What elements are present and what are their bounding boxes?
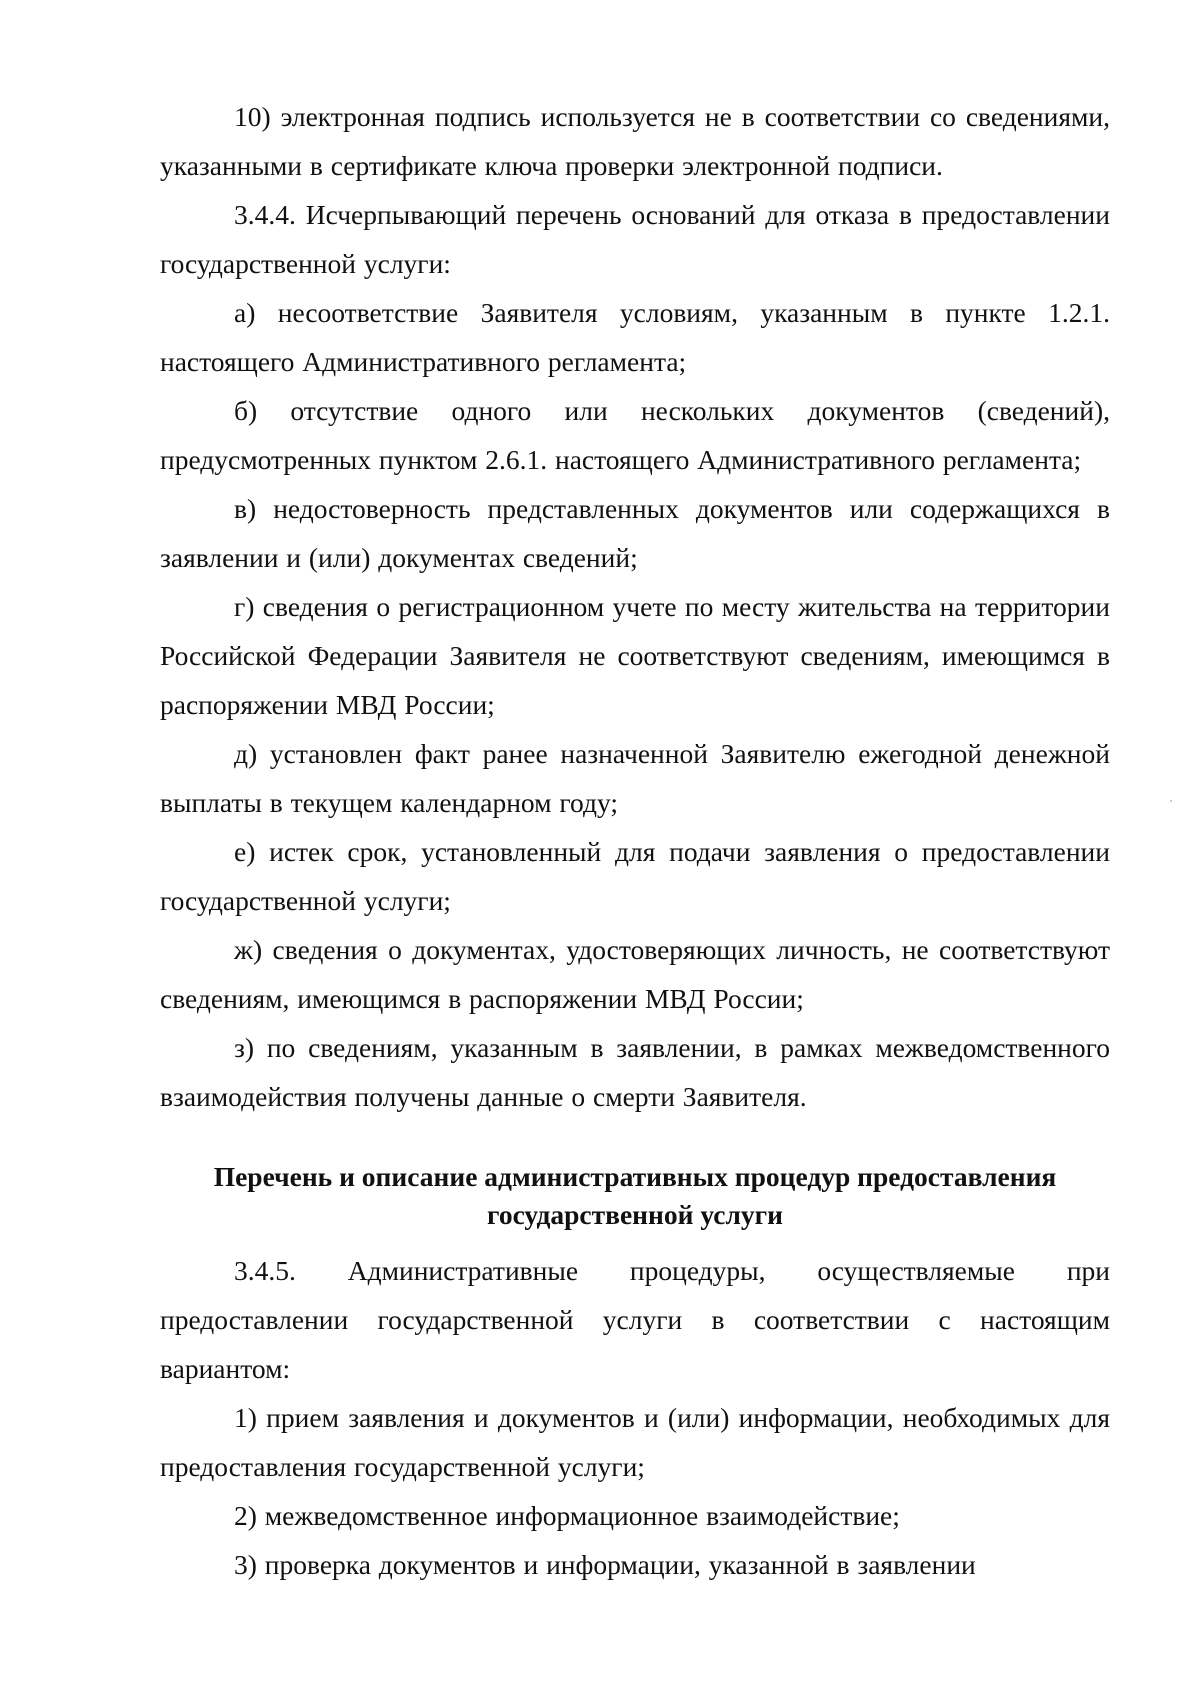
paragraph-item-z: з) по сведениям, указанным в заявлении, в рамках межведомственного взаимодействия получены данные о смерти Заявителя. — [160, 1032, 1110, 1112]
document-page — [160, 92, 1110, 1589]
paragraph-item-a: а) несоответствие Заявителя условиям, указанным в пункте 1.2.1. настоящего Административного регламента; — [160, 297, 1110, 377]
section-heading — [160, 1158, 1110, 1234]
paragraph-item-zh: ж) сведения о документах, удостоверяющих личность, не соответствуют сведениям, имеющимся в распоряжении МВД России; — [160, 934, 1110, 1014]
paragraph-item-b: б) отсутствие одного или нескольких документов (сведений), предусмотренных пунктом 2.6.1. настоящего Административного регламента; — [160, 395, 1110, 475]
paragraph-procedure-3: 3) проверка документов и информации, указанной в заявлении — [234, 1549, 976, 1580]
paragraph-item-d: д) установлен факт ранее назначенной Заявителю ежегодной денежной выплаты в текущем календарном году; — [160, 738, 1110, 818]
section-heading-line-2: государственной услуги — [487, 1199, 783, 1230]
scan-speck — [1170, 800, 1172, 802]
paragraph-item-e: е) истек срок, установленный для подачи заявления о предоставлении государственной услуги; — [160, 836, 1110, 916]
paragraph-3-4-5: 3.4.5. Административные процедуры, осуществляемые при предоставлении государственной услуги в соответствии с настоящим вариантом: — [160, 1255, 1110, 1384]
paragraph-item-g: г) сведения о регистрационном учете по месту жительства на территории Российской Федерации Заявителя не соответствуют сведениям, имеющимся в распоряжении МВД России; — [160, 591, 1110, 720]
paragraph-3-4-4: 3.4.4. Исчерпывающий перечень оснований для отказа в предоставлении государственной услуги: — [160, 199, 1110, 279]
paragraph-item-v: в) недостоверность представленных документов или содержащихся в заявлении и (или) документах сведений; — [160, 493, 1110, 573]
paragraph-procedure-1: 1) прием заявления и документов и (или) информации, необходимых для предоставления государственной услуги; — [160, 1402, 1110, 1482]
paragraph-procedure-2: 2) межведомственное информационное взаимодействие; — [234, 1500, 900, 1531]
paragraph-10-signature: 10) электронная подпись используется не в соответствии со сведениями, указанными в сертификате ключа проверки электронной подписи. — [160, 101, 1110, 181]
section-heading-line-1: Перечень и описание административных процедур предоставления — [213, 1161, 1057, 1192]
